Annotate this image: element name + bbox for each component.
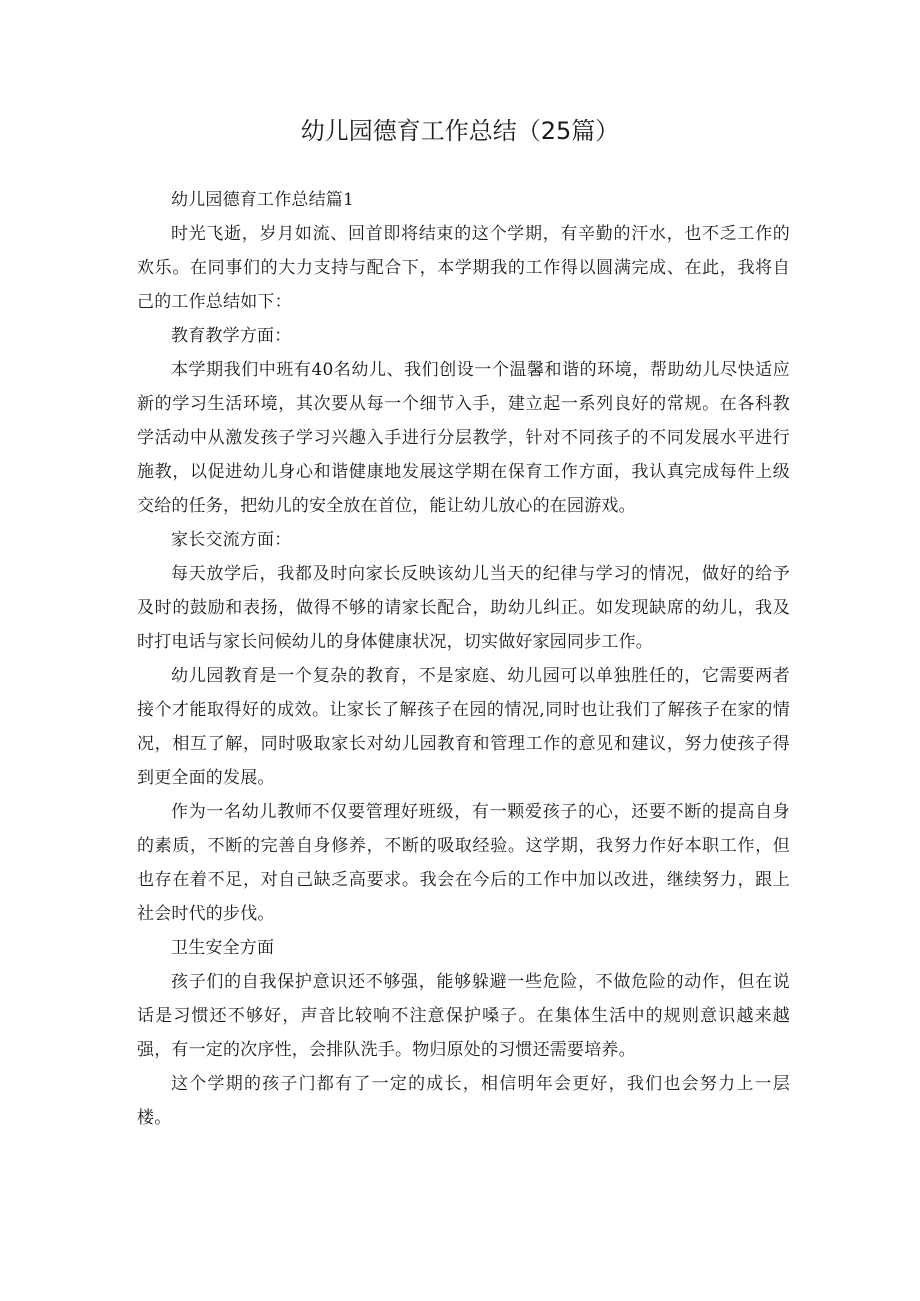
section-heading-article-1: 幼儿园德育工作总结篇1 — [171, 190, 355, 210]
document-title: 幼儿园德育工作总结（25篇） — [300, 117, 620, 145]
paragraph-safety: 孩子们的自我保护意识还不够强，能够躲避一些危险，不做危险的动作，但在说话是习惯还不够好，声音比较响不注意保护嗓子。在集体生活中的规则意识越来越强，有一定的次序性，会排队洗手。物归原处的习惯还需要培养。 — [137, 972, 790, 1060]
paragraph-closing: 这个学期的孩子门都有了一定的成长，相信明年会更好，我们也会努力上一层楼。 — [137, 1074, 790, 1128]
section-heading-parents: 家长交流方面： — [171, 530, 292, 550]
paragraph-intro: 时光飞逝，岁月如流、回首即将结束的这个学期，有辛勤的汗水，也不乏工作的欢乐。在同事们的大力支持与配合下，本学期我的工作得以圆满完成、在此，我将自己的工作总结如下： — [137, 224, 790, 312]
section-heading-safety: 卫生安全方面 — [171, 938, 275, 958]
paragraph-teaching: 本学期我们中班有40名幼儿、我们创设一个温馨和谐的环境，帮助幼儿尽快适应新的学习生活环境，其次要从每一个细节入手，建立起一系列良好的常规。在各科教学活动中从激发孩子学习兴趣入手进行分层教学，针对不同孩子的不同发展水平进行施教，以促进幼儿身心和谐健康地发展这学期在保育工作方面，我认真完成每件上级交给的任务，把幼儿的安全放在首位，能让幼儿放心的在园游戏。 — [137, 360, 790, 516]
section-heading-teaching: 教育教学方面： — [171, 326, 292, 346]
paragraph-self-improvement: 作为一名幼儿教师不仅要管理好班级，有一颗爱孩子的心，还要不断的提高自身的素质，不断的完善自身修养，不断的吸取经验。这学期，我努力作好本职工作，但也存在着不足，对自己缺乏高要求。我会在今后的工作中加以改进，继续努力，跟上社会时代的步伐。 — [137, 802, 790, 924]
paragraph-parents-1: 每天放学后，我都及时向家长反映该幼儿当天的纪律与学习的情况，做好的给予及时的鼓励和表扬，做得不够的请家长配合，助幼儿纠正。如发现缺席的幼儿，我及时打电话与家长问候幼儿的身体健康状况，切实做好家园同步工作。 — [137, 564, 790, 652]
document-body — [137, 183, 790, 1135]
paragraph-parents-2: 幼儿园教育是一个复杂的教育，不是家庭、幼儿园可以单独胜任的，它需要两者接个才能取得好的成效。让家长了解孩子在园的情况,同时也让我们了解孩子在家的情况，相互了解，同时吸取家长对幼儿园教育和管理工作的意见和建议，努力使孩子得到更全面的发展。 — [137, 666, 790, 788]
